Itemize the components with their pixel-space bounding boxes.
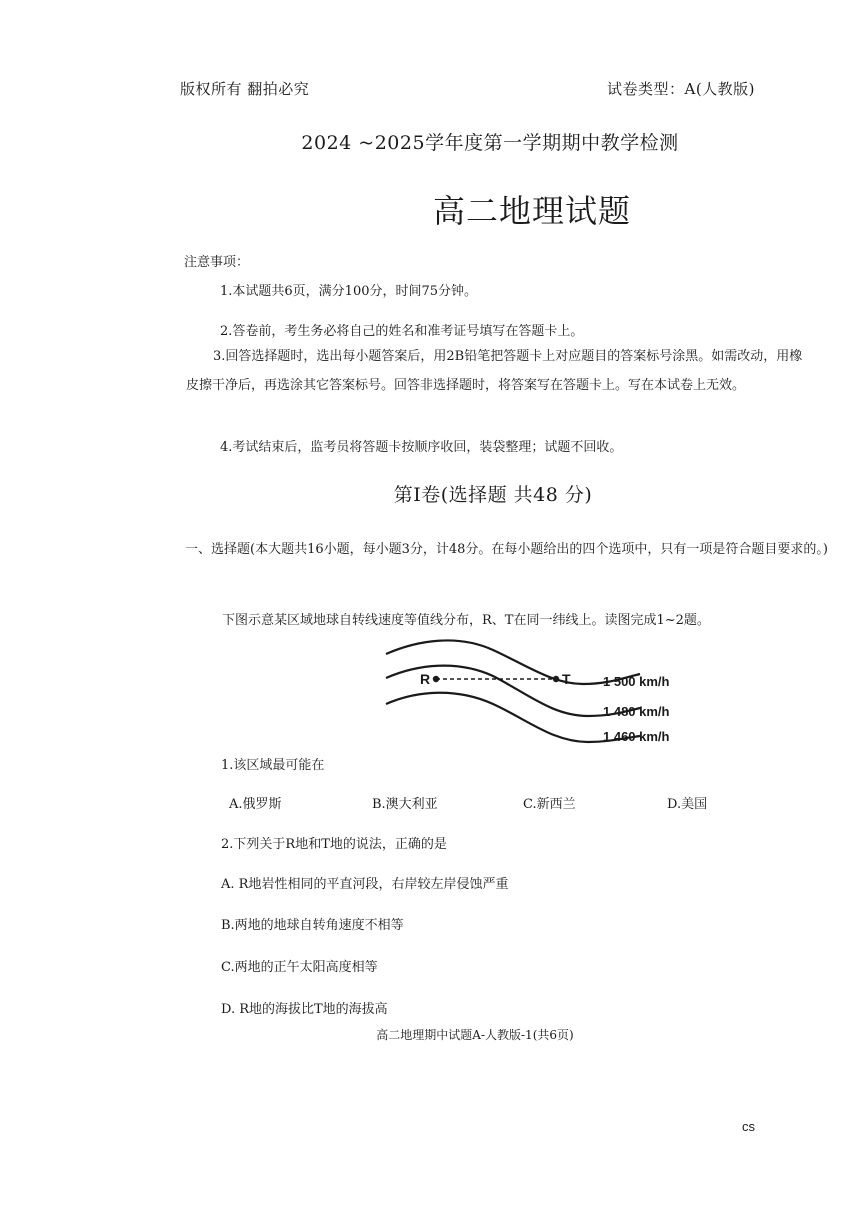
- question-2-option-c: C.两地的正午太阳高度相等: [221, 960, 378, 975]
- question-2-option-a: A. R地岩性相同的平直河段，右岸较左岸侵蚀严重: [221, 877, 509, 892]
- copyright-notice: 版权所有 翻拍必究: [180, 80, 310, 98]
- notes-heading: 注意事项：: [184, 255, 250, 270]
- question-2-option-b: B.两地的地球自转角速度不相等: [221, 918, 404, 933]
- note-item: 2.答卷前，考生务必将自己的姓名和准考证号填写在答题卡上。: [220, 324, 584, 339]
- contour-label-1500: 1 500 km/h: [603, 674, 670, 689]
- corner-mark: cs: [742, 1119, 755, 1134]
- note-item: 1.本试题共6页，满分100分，时间75分钟。: [220, 284, 478, 299]
- part-one-intro: 一、选择题(本大题共16小题，每小题3分，计48分。在每小题给出的四个选项中，只有一项是符合题目要求的。): [185, 542, 828, 557]
- contour-figure: [378, 636, 698, 752]
- point-r-marker: [433, 676, 439, 682]
- question-2-option-d: D. R地的海拔比T地的海拔高: [221, 1002, 388, 1017]
- question-1-option-c: C.新西兰: [523, 797, 576, 812]
- note-item: 3.回答选择题时，选出每小题答案后，用2B铅笔把答题卡上对应题目的答案标号涂黑。如需改动，用橡皮擦干净后，再选涂其它答案标号。回答非选择题时，将答案写在答题卡上。写在本试卷上无效。: [186, 349, 803, 393]
- contour-label-1480: 1 480 km/h: [603, 704, 670, 719]
- question-1-option-b: B.澳大利亚: [372, 797, 438, 812]
- note-item: 4.考试结束后，监考员将答题卡按顺序收回，装袋整理；试题不回收。: [220, 440, 623, 455]
- point-r-label: R: [420, 671, 431, 687]
- passage-text: 下图示意某区域地球自转线速度等值线分布，R、T在同一纬线上。读图完成1~2题。: [222, 613, 710, 628]
- question-1-option-d: D.美国: [667, 797, 708, 812]
- section-title: 第Ⅰ卷(选择题 共48 分): [393, 484, 593, 506]
- question-2-stem: 2.下列关于R地和T地的说法，正确的是: [221, 837, 447, 852]
- question-1-option-a: A.俄罗斯: [229, 797, 282, 812]
- subject-title: 高二地理试题: [432, 192, 631, 230]
- contour-label-1460: 1 460 km/h: [603, 729, 670, 744]
- question-1-stem: 1.该区域最可能在: [221, 758, 325, 773]
- page-footer: 高二地理期中试题A-人教版-1(共6页): [376, 1028, 574, 1042]
- contour-line-1460: [386, 693, 640, 742]
- point-t-marker: [553, 676, 559, 682]
- paper-type: 试卷类型：A(人教版): [607, 80, 756, 98]
- exam-title: 2024 ~2025学年度第一学期期中教学检测: [301, 132, 679, 154]
- point-t-label: T: [562, 671, 571, 687]
